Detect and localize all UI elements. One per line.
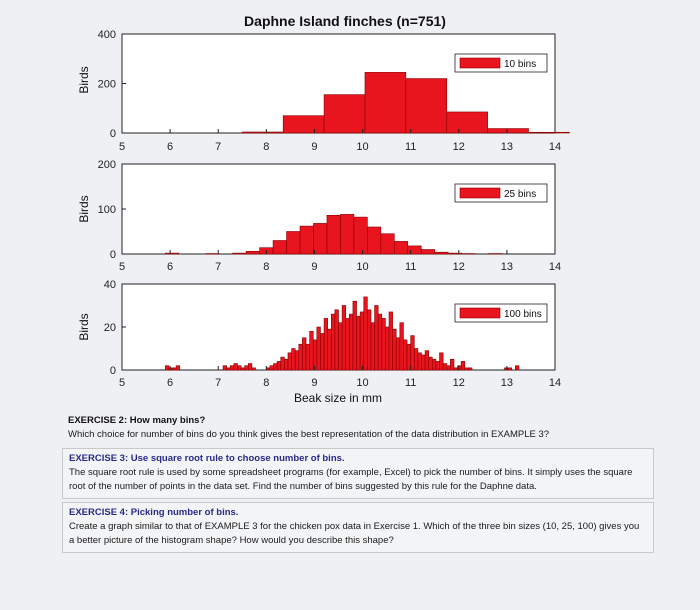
histogram-bar <box>277 361 281 370</box>
x-tick-label: 6 <box>167 261 174 273</box>
histogram-bar <box>173 368 177 370</box>
histogram-bar <box>346 318 350 370</box>
histogram-bar <box>281 357 285 370</box>
x-tick-label: 13 <box>500 141 514 153</box>
histogram-bar <box>440 353 444 370</box>
exercise-3-title: EXERCISE 3: Use square root rule to choose number of bins. <box>69 453 345 464</box>
histogram-bar <box>375 306 379 371</box>
histogram-bar <box>310 331 314 370</box>
histogram-bar <box>465 368 469 370</box>
histogram-bar <box>429 357 433 370</box>
x-tick-label: 8 <box>263 377 270 389</box>
histogram-bar <box>227 368 231 370</box>
histogram-bar <box>284 359 288 370</box>
x-tick-label: 5 <box>118 141 126 153</box>
histogram-bar <box>242 132 283 133</box>
histogram-bar <box>365 72 406 133</box>
histogram-bar <box>292 349 296 371</box>
histogram-bar <box>176 366 180 370</box>
histogram-bar <box>418 353 422 370</box>
histogram-bar <box>436 361 440 370</box>
x-tick-label: 7 <box>215 261 222 273</box>
x-tick-label: 10 <box>356 141 369 153</box>
legend-label: 100 bins <box>504 309 542 320</box>
legend-label: 25 bins <box>504 189 537 200</box>
histogram-bar <box>400 323 404 370</box>
histogram-bar <box>331 314 335 370</box>
histogram-bar <box>414 349 418 371</box>
x-tick-label: 5 <box>118 377 126 389</box>
histogram-bar <box>327 215 340 254</box>
histogram-bar <box>252 368 256 370</box>
y-tick-label: 0 <box>109 128 116 140</box>
exercise-3-box <box>62 448 654 499</box>
exercise-2-box <box>62 414 654 445</box>
histogram-bar <box>378 314 382 370</box>
histogram-bar <box>488 129 529 133</box>
histogram-bar <box>270 366 274 370</box>
histogram-bar <box>246 251 259 254</box>
x-tick-label: 9 <box>311 141 318 153</box>
histogram-bar <box>339 323 343 370</box>
histogram-bar <box>324 95 365 133</box>
chart-title: Daphne Island finches (n=751) <box>244 13 446 29</box>
histogram-bar <box>450 359 454 370</box>
exercise-4-title: EXERCISE 4: Picking number of bins. <box>69 507 239 518</box>
exercises-section <box>62 414 654 556</box>
histogram-bar <box>233 253 246 254</box>
x-tick-label: 5 <box>118 261 126 273</box>
x-tick-label: 9 <box>311 261 318 273</box>
histogram-bar <box>515 366 519 370</box>
histogram-bar <box>367 227 380 254</box>
histogram-bar <box>468 368 472 370</box>
histogram-bar <box>411 336 415 370</box>
histogram-bar <box>407 344 411 370</box>
histogram-bar <box>448 253 461 254</box>
histogram-bar <box>357 316 361 370</box>
histogram-bar <box>454 368 458 370</box>
histogram-bar <box>223 366 227 370</box>
histogram-bar <box>364 297 368 370</box>
histogram-bar <box>394 241 407 254</box>
x-tick-label: 6 <box>167 377 174 389</box>
exercise-2-title: EXERCISE 2: How many bins? <box>68 415 206 426</box>
x-tick-label: 14 <box>548 377 562 389</box>
histogram-bar <box>274 364 278 370</box>
histogram-bar <box>406 79 447 133</box>
histogram-bar <box>447 112 488 133</box>
x-tick-label: 6 <box>167 141 174 153</box>
y-axis-label: Birds <box>77 313 91 341</box>
histogram-bar <box>328 329 332 370</box>
x-tick-label: 11 <box>404 141 417 153</box>
histogram-bar <box>381 234 394 254</box>
histogram-bar <box>287 232 300 255</box>
exercise-2-text: Which choice for number of bins do you think gives the best representation of the data distribution in EXAMPLE 3? <box>68 429 550 440</box>
histogram-bar <box>241 368 245 370</box>
y-tick-label: 20 <box>103 322 116 334</box>
y-tick-label: 200 <box>97 78 116 91</box>
x-tick-label: 12 <box>452 261 465 273</box>
histogram-bar <box>389 312 393 370</box>
x-tick-label: 10 <box>356 377 369 389</box>
histogram-bar <box>266 368 270 370</box>
histogram-bar <box>349 314 353 370</box>
x-tick-label: 11 <box>404 261 417 273</box>
x-tick-label: 9 <box>311 377 318 389</box>
histogram-bar <box>458 366 462 370</box>
histogram-bar <box>354 217 367 254</box>
panels-group <box>77 29 569 389</box>
histogram-bar <box>234 364 238 370</box>
x-tick-label: 7 <box>215 377 222 389</box>
histogram-bar <box>288 353 292 370</box>
y-tick-label: 400 <box>97 29 116 41</box>
histogram-bar <box>317 327 321 370</box>
histogram-bar <box>461 361 465 370</box>
histogram-bar <box>403 340 407 370</box>
x-tick-label: 14 <box>548 261 562 273</box>
legend-swatch <box>460 58 500 68</box>
histogram-bar <box>435 252 448 254</box>
histogram-bar <box>367 310 371 370</box>
histogram-bar <box>283 116 324 133</box>
histogram-bar <box>508 368 512 370</box>
exercise-4-text: Create a graph similar to that of EXAMPLE 3 for the chicken pox data in Exercise 1. Which of the three bin sizes (10, 25, 100) gives you a better picture of the histogram shape? How would you describe this shape? <box>69 521 640 546</box>
y-axis-label: Birds <box>77 195 91 223</box>
histogram-bar <box>248 364 252 370</box>
exercise-3-text: The square root rule is used by some spreadsheet programs (for example, Excel) to pick the number of bins. It simply uses the square root of the number of points in the data set. Find the number of bins suggested by this rule for the Daphne data. <box>69 467 633 492</box>
histogram-bar <box>443 364 447 370</box>
y-tick-label: 100 <box>97 204 116 216</box>
x-tick-label: 8 <box>263 261 270 273</box>
x-tick-label: 12 <box>452 141 465 153</box>
y-tick-label: 0 <box>109 365 116 377</box>
histogram-bar <box>313 223 326 254</box>
histogram-bar <box>504 368 508 370</box>
y-tick-label: 0 <box>109 249 116 261</box>
x-tick-label: 14 <box>548 141 562 153</box>
histogram-bar <box>371 323 375 370</box>
histogram-bar <box>299 344 303 370</box>
histogram-bar <box>360 312 364 370</box>
histogram-bar <box>306 344 310 370</box>
x-tick-label: 10 <box>356 261 369 273</box>
y-tick-label: 200 <box>97 159 116 171</box>
histogram-bar <box>273 241 286 255</box>
histogram-bar <box>421 250 434 255</box>
histogram-bar <box>425 351 429 370</box>
y-axis-label: Birds <box>77 66 91 94</box>
histogram-bar <box>421 355 425 370</box>
histogram-bar <box>396 338 400 370</box>
histogram-bar <box>300 226 313 254</box>
histogram-bar <box>432 359 436 370</box>
histogram-bar <box>340 214 353 254</box>
x-tick-label: 7 <box>215 141 222 153</box>
x-tick-label: 13 <box>500 377 514 389</box>
histogram-bar <box>342 306 346 371</box>
histogram-bar <box>245 366 249 370</box>
histogram-bar <box>408 246 421 254</box>
histogram-bar <box>382 318 386 370</box>
histogram-bar <box>393 329 397 370</box>
histogram-bar <box>447 366 451 370</box>
histogram-bar <box>302 338 306 370</box>
y-tick-label: 40 <box>103 279 116 291</box>
histogram-bar <box>335 310 339 370</box>
legend <box>455 54 547 72</box>
x-tick-label: 13 <box>500 261 514 273</box>
histogram-bar <box>169 368 173 370</box>
x-axis-label: Beak size in mm <box>293 391 383 405</box>
histogram-bar <box>165 366 169 370</box>
histogram-bar <box>230 366 234 370</box>
legend <box>455 184 547 202</box>
histogram-bar <box>353 301 357 370</box>
x-tick-label: 8 <box>263 141 270 153</box>
histogram-bar <box>324 318 328 370</box>
histogram-bar <box>385 327 389 370</box>
x-tick-label: 11 <box>404 377 417 389</box>
histogram-bar <box>320 333 324 370</box>
histogram-bar <box>529 132 570 133</box>
legend-swatch <box>460 308 500 318</box>
legend-swatch <box>460 188 500 198</box>
legend <box>455 304 547 322</box>
histogram-bar <box>165 253 178 254</box>
histogram-bar <box>237 366 241 370</box>
histogram-bar <box>295 351 299 370</box>
exercise-4-box <box>62 502 654 553</box>
x-tick-label: 12 <box>452 377 465 389</box>
histogram-bar <box>313 340 317 370</box>
legend-label: 10 bins <box>504 59 537 70</box>
